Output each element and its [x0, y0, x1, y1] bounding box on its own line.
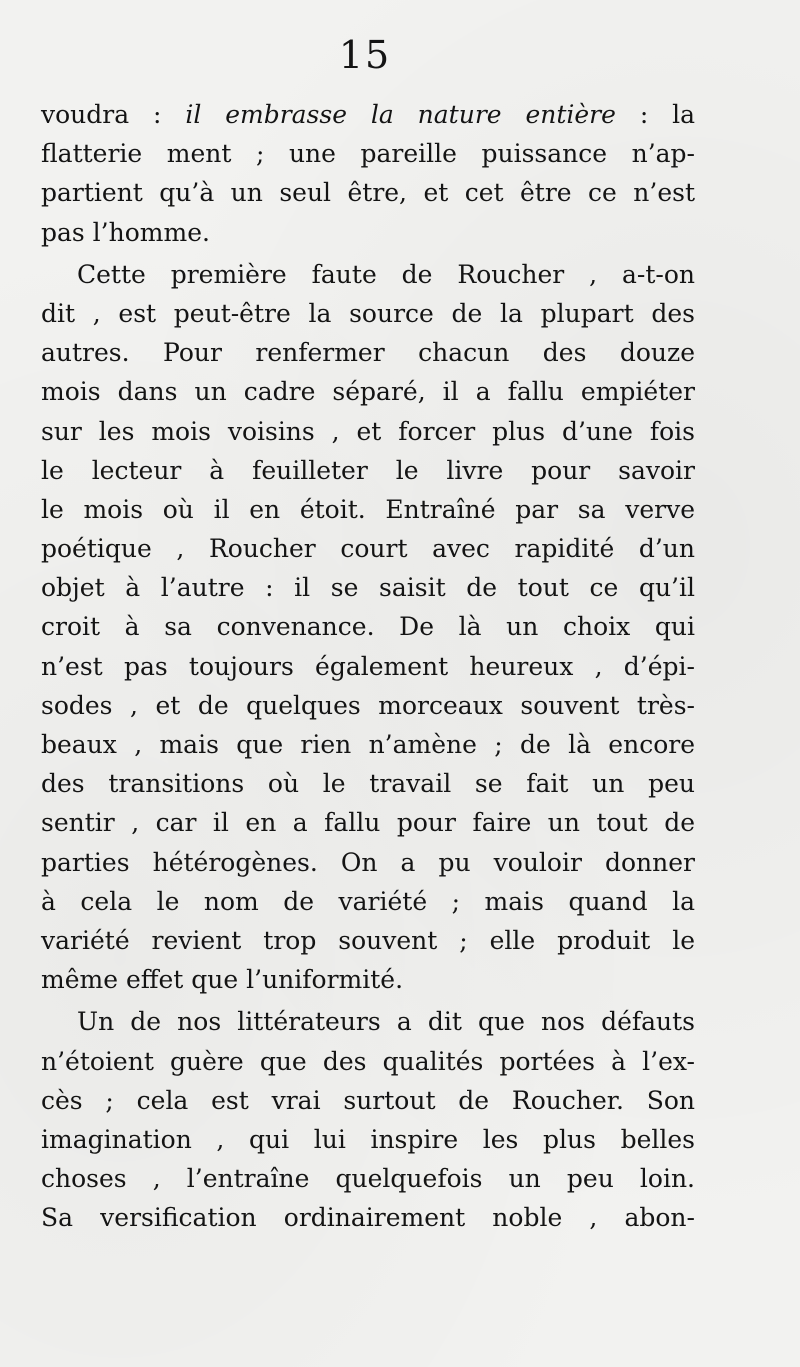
line-text: choses , l’entraîne quelquefois un peu loin.: [41, 1164, 695, 1194]
text-line: [41, 95, 695, 134]
line-text: même effet que l’uniformité.: [41, 965, 404, 995]
italic-text: il embrasse la nature entière: [185, 100, 616, 129]
text-line: [41, 725, 695, 764]
text-line: [41, 213, 695, 252]
line-text: voudra :: [41, 100, 186, 129]
line-text: flatterie ment ; une pareille puissance n’ap-: [41, 139, 695, 169]
line-text: : la: [615, 100, 696, 129]
line-text: à cela le nom de variété ; mais quand la: [41, 886, 695, 916]
line-text: variété revient trop souvent ; elle produit le: [41, 925, 695, 955]
line-text: n’est pas toujours également heureux , d’épi-: [41, 651, 695, 681]
text-line: [41, 803, 695, 842]
line-text: poétique , Roucher court avec rapidité d’un: [41, 534, 695, 564]
line-text: pas l’homme.: [41, 217, 210, 247]
text-line: [41, 1081, 695, 1120]
line-text: mois dans un cadre séparé, il a fallu empiéter: [41, 377, 695, 407]
text-line: [41, 134, 695, 173]
paragraph: [41, 95, 695, 252]
text-line: [41, 843, 695, 882]
paragraph: [41, 1002, 695, 1237]
text-line: [41, 529, 695, 568]
line-text: Cette première faute de Roucher , a-t-on: [77, 259, 695, 289]
text-line: [41, 1198, 695, 1237]
text-line: [41, 960, 695, 999]
line-text: parties hétérogènes. On a pu vouloir donner: [41, 847, 695, 877]
text-line: [41, 607, 695, 646]
page-number: 15: [338, 33, 392, 77]
text-line: [41, 686, 695, 725]
body-text: [41, 95, 695, 1237]
line-text: n’étoient guère que des qualités portées à l’ex-: [41, 1046, 695, 1076]
line-text: cès ; cela est vrai surtout de Roucher. Son: [41, 1085, 695, 1115]
line-text: le mois où il en étoit. Entraîné par sa verve: [41, 494, 695, 524]
text-line: [41, 647, 695, 686]
line-text: objet à l’autre : il se saisit de tout ce qu’il: [41, 573, 695, 603]
line-text: Un de nos littérateurs a dit que nos défauts: [77, 1007, 695, 1037]
text-line: [41, 1002, 695, 1041]
text-line: [41, 372, 695, 411]
text-line: [41, 173, 695, 212]
text-line: [41, 1159, 695, 1198]
line-text: sentir , car il en a fallu pour faire un tout de: [41, 808, 695, 838]
text-line: [41, 255, 695, 294]
text-line: [41, 921, 695, 960]
line-text: le lecteur à feuilleter le livre pour savoir: [41, 455, 695, 485]
line-text: Sa versification ordinairement noble , abon-: [41, 1203, 695, 1233]
text-line: [41, 451, 695, 490]
line-text: imagination , qui lui inspire les plus belles: [41, 1124, 695, 1154]
line-text: croit à sa convenance. De là un choix qui: [41, 612, 695, 642]
text-line: [41, 333, 695, 372]
text-line: [41, 764, 695, 803]
text-line: [41, 1042, 695, 1081]
line-text: beaux , mais que rien n’amène ; de là encore: [41, 730, 695, 759]
line-text: sodes , et de quelques morceaux souvent très-: [41, 690, 695, 720]
text-line: [41, 294, 695, 333]
line-text: sur les mois voisins , et forcer plus d’une fois: [41, 416, 695, 446]
line-text: partient qu’à un seul être, et cet être ce n’est: [41, 178, 695, 208]
paragraph: [41, 255, 695, 1000]
text-line: [41, 882, 695, 921]
line-text: autres. Pour renfermer chacun des douze: [41, 338, 695, 368]
text-line: [41, 412, 695, 451]
line-text: des transitions où le travail se fait un peu: [41, 769, 695, 799]
text-line: [41, 490, 695, 529]
text-line: [41, 568, 695, 607]
line-text: dit , est peut-être la source de la plupart des: [41, 298, 695, 328]
text-line: [41, 1120, 695, 1159]
